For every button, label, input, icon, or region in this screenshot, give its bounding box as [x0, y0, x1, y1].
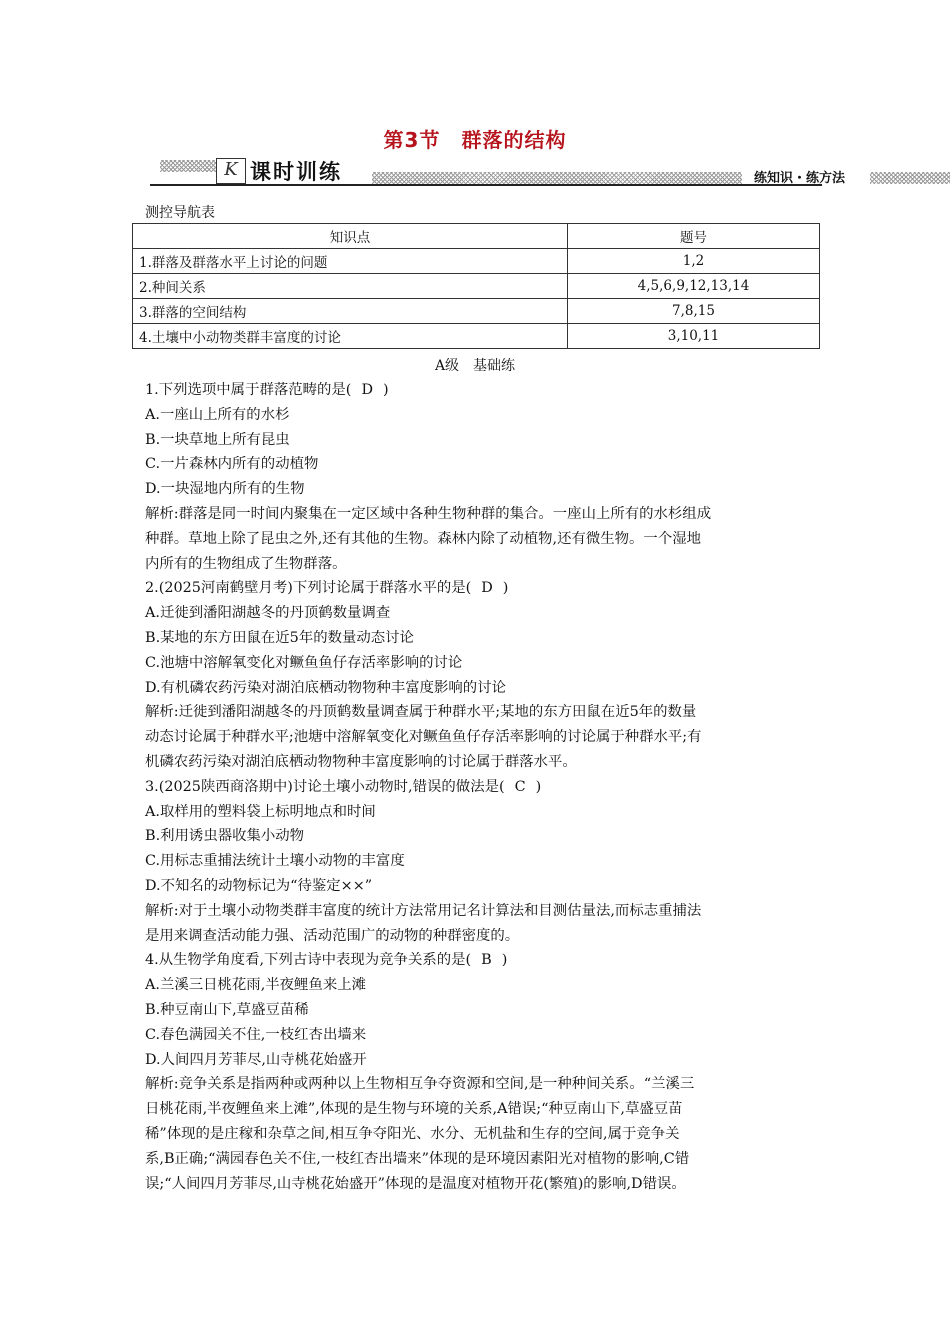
- table-cell-topic: 2.种间关系: [133, 274, 568, 299]
- option: A.迁徙到潘阳湖越冬的丹顶鹤数量调查: [145, 605, 391, 622]
- option: A.一座山上所有的水杉: [145, 406, 290, 423]
- option: D.有机磷农药污染对湖泊底栖动物物种丰富度影响的讨论: [145, 679, 506, 696]
- answer: B: [481, 952, 492, 969]
- table-row: [133, 324, 820, 349]
- analysis-line: 动态讨论属于种群水平;池塘中溶解氧变化对鳜鱼鱼仔存活率影响的讨论属于种群水平;有: [145, 729, 702, 746]
- table-cell-numbers: 4,5,6,9,12,13,14: [568, 274, 820, 299]
- analysis-line: 是用来调查活动能力强、活动范围广的动物的种群密度的。: [145, 927, 520, 944]
- header-question-numbers: 题号: [568, 224, 820, 249]
- answer: D: [481, 580, 493, 597]
- analysis-line: 误;“人间四月芳菲尽,山寺桃花始盛开”体现的是温度对植物开花(繁殖)的影响,D错误。: [145, 1175, 686, 1192]
- table-cell-numbers: 1,2: [568, 249, 820, 274]
- answer: D: [361, 382, 373, 398]
- analysis-line: 解析:对于土壤小动物类群丰富度的统计方法常用记名计算法和目测估量法,而标志重捕法: [145, 902, 702, 919]
- stem-text: 4.从生物学角度看,下列古诗中表现为竞争关系的是(: [145, 952, 472, 969]
- option: D.人间四月芳菲尽,山寺桃花始盛开: [145, 1051, 367, 1068]
- answer: C: [514, 778, 526, 795]
- banner-hatch-right: [870, 172, 950, 184]
- table-row: [133, 274, 820, 299]
- banner-hatch-left: [160, 160, 220, 172]
- banner-hatch-middle: [372, 172, 742, 184]
- option: B.种豆南山下,草盛豆苗稀: [145, 1001, 309, 1018]
- option: B.利用诱虫器收集小动物: [145, 828, 305, 845]
- table-row: [133, 299, 820, 324]
- navigation-table: [132, 223, 820, 349]
- table-row: [133, 249, 820, 274]
- stem-text: 3.(2025陕西商洛期中)讨论土壤小动物时,错误的做法是(: [145, 778, 505, 795]
- stem-text: 2.(2025河南鹤壁月考)下列讨论属于群落水平的是(: [145, 580, 472, 597]
- analysis-line: 内所有的生物组成了生物群落。: [145, 555, 347, 572]
- stem-close: ): [382, 382, 389, 398]
- lesson-banner: [150, 156, 846, 188]
- option: B.一块草地上所有昆虫: [145, 431, 290, 448]
- question-stem: [145, 576, 815, 601]
- analysis-line: 稀”体现的是庄稼和杂草之间,相互争夺阳光、水分、无机盐和生存的空间,属于竞争关: [145, 1125, 680, 1142]
- table-cell-topic: 4.土壤中小动物类群丰富度的讨论: [133, 324, 568, 349]
- question-stem: [145, 378, 815, 403]
- option: D.一块湿地内所有的生物: [145, 481, 305, 498]
- table-header-row: [133, 224, 820, 249]
- k-logo-icon: K: [216, 158, 246, 184]
- questions: [145, 378, 815, 1196]
- option: C.春色满园关不住,一枝红杏出墙来: [145, 1026, 367, 1043]
- option: C.池塘中溶解氧变化对鳜鱼鱼仔存活率影响的讨论: [145, 654, 463, 671]
- table-cell-topic: 3.群落的空间结构: [133, 299, 568, 324]
- analysis-line: 解析:群落是同一时间内聚集在一定区域中各种生物种群的集合。一座山上所有的水杉组成: [145, 505, 712, 522]
- banner-title: 课时训练: [250, 160, 342, 184]
- option: A.兰溪三日桃花雨,半夜鲤鱼来上滩: [145, 977, 367, 994]
- analysis-line: 日桃花雨,半夜鲤鱼来上滩”,体现的是生物与环境的关系,A错误;“种豆南山下,草盛豆苗: [145, 1101, 683, 1118]
- option: B.某地的东方田鼠在近5年的数量动态讨论: [145, 629, 414, 646]
- stem-close: ): [535, 778, 542, 795]
- option: A.取样用的塑料袋上标明地点和时间: [145, 803, 376, 820]
- analysis-line: 系,B正确;“满园春色关不住,一枝红杏出墙来”体现的是环境因素阳光对植物的影响,C错: [145, 1150, 690, 1167]
- option: C.一片森林内所有的动植物: [145, 456, 319, 473]
- question-stem: [145, 948, 815, 973]
- analysis-line: 解析:迁徙到潘阳湖越冬的丹顶鹤数量调查属于种群水平;某地的东方田鼠在近5年的数量: [145, 704, 697, 721]
- header-topic: 知识点: [133, 224, 568, 249]
- stem-close: ): [501, 952, 508, 969]
- level-heading: A级 基础练: [434, 358, 516, 374]
- analysis-line: 解析:竞争关系是指两种或两种以上生物相互争夺资源和空间,是一种种间关系。“兰溪三: [145, 1076, 695, 1093]
- section-title: 第3节 群落的结构: [383, 128, 567, 152]
- table-cell-numbers: 3,10,11: [568, 324, 820, 349]
- nav-table-label: 测控导航表: [145, 205, 215, 221]
- option: C.用标志重捕法统计土壤小动物的丰富度: [145, 853, 405, 870]
- question-stem: [145, 775, 815, 800]
- analysis-line: 机磷农药污染对湖泊底栖动物物种丰富度影响的讨论属于群落水平。: [145, 753, 577, 770]
- stem-text: 1.下列选项中属于群落范畴的是(: [145, 382, 352, 398]
- banner-slogan: 练知识・练方法: [754, 171, 846, 186]
- stem-close: ): [502, 580, 509, 597]
- table-cell-numbers: 7,8,15: [568, 299, 820, 324]
- table-cell-topic: 1.群落及群落水平上讨论的问题: [133, 249, 568, 274]
- option: D.不知名的动物标记为“待鉴定××”: [145, 877, 373, 894]
- analysis-line: 种群。草地上除了昆虫之外,还有其他的生物。森林内除了动植物,还有微生物。一个湿地: [145, 530, 701, 547]
